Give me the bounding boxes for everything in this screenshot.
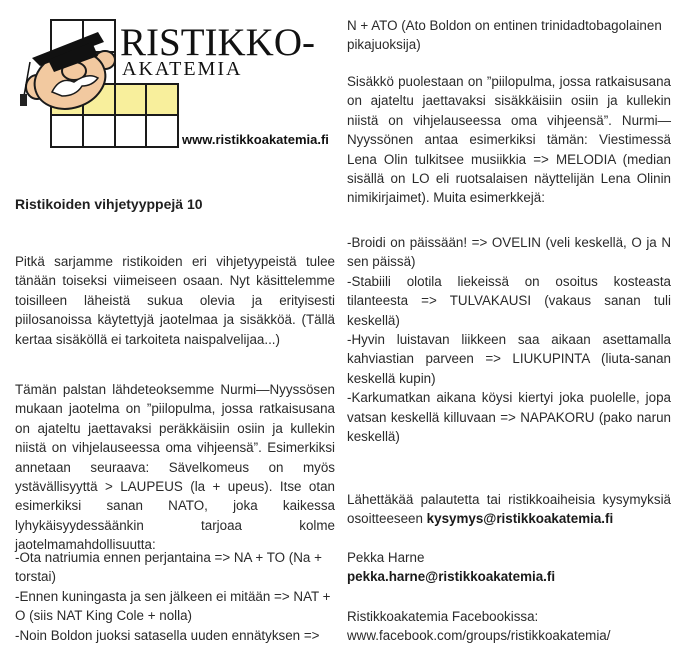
- facebook-block: [347, 607, 671, 646]
- example-item: -Ennen kuningasta ja sen jälkeen ei mitään => NAT + O (siis NAT King Cole + nolla): [15, 588, 331, 624]
- example-item: -Stabiili olotila liekeissä on osoitus kosteasta tilanteesta => TULVAKAUSI (vakaus sanan tuli keskellä): [347, 273, 671, 328]
- author-block: [347, 548, 671, 587]
- feedback-text: Lähettäkää palautetta tai ristikkoaiheisia kysymyksiä osoitteeseen: [347, 492, 671, 527]
- example-item: -Karkumatkan aikana köysi kiertyi joka puolelle, jopa vatsan keskellä killuvaan => NAPAKORU (pako narun keskellä): [347, 390, 671, 445]
- author-name: Pekka Harne: [347, 550, 425, 565]
- author-email-link[interactable]: pekka.harne@ristikkoakatemia.fi: [347, 569, 556, 585]
- jaotelma-paragraph: Tämän palstan lähdeteoksemme Nurmi—Nyyssösen mukaan jaotelma on ”piilopulma, jossa ratkaisusana on ajateltu jaettavaksi peräkkäisiin osiin ja kullekin niistä on vihjelauseessa oma vihjeensä”. Esimerkiksi annetaan seuraava: Sävelkomeus on myös ystävällisyyttä > LAUPEUS (la + upeus). Itse otan esimerkiksi sanan NATO, joka kaikessa lyhykäisyydessäänkin tarjoaa kolme jaotelmamahdollisuutta:: [15, 382, 335, 553]
- facebook-url-link[interactable]: www.facebook.com/groups/ristikkoakatemia/: [347, 628, 611, 644]
- logo-graphic: [0, 0, 340, 160]
- logo-title-line1: RISTIKKO-: [120, 21, 315, 64]
- feedback-email-link[interactable]: kysymys@ristikkoakatemia.fi: [426, 511, 614, 527]
- sisakko-paragraph: Sisäkkö puolestaan on ”piilopulma, jossa ratkaisusana on ajateltu jaettavaksi sisäkkäisiin osiin ja kullekin niistä on vihjelauseessa oma vihjeensä”. Nurmi—Nyyssönen antaa esimerkiksi tämän: Viestimessä Lena Olin tulkitsee musiikkia => MELODIA (median sisällä on LO eli ruotsalaisen näyttelijän Lena Olinin nimikirjaimet). Muita esimerkkejä:: [347, 74, 671, 206]
- logo-title-line2: AKATEMIA: [122, 58, 243, 80]
- feedback-paragraph: [347, 490, 671, 529]
- sisakko-examples: [347, 233, 671, 446]
- example-item: -Hyvin luistavan liikkeen saa aikaan asettamalla kahviastian parveen => LIUKUPINTA (liuta-sanan keskellä kupin): [347, 332, 671, 386]
- jaotelma-examples: [15, 548, 335, 645]
- logo-url: www.ristikkoakatemia.fi: [182, 132, 329, 147]
- example-item: -Broidi on päissään! => OVELIN (veli keskellä, O ja N sen päissä): [347, 235, 671, 270]
- intro-paragraph: Pitkä sarjamme ristikoiden eri vihjetyypeistä tulee tänään toiseksi viimeiseen osaan. Nyt käsittelemme toisilleen läheistä sukua olevia ja erityisesti piilosanoissa käytettyjä jaotelmaa ja sisäkköä. (Tällä kertaa sisäköllä ei tarkoiteta naispalvelijaa...): [15, 254, 335, 347]
- example-item: -Noin Boldon juoksi satasella uuden ennätyksen =>: [15, 627, 320, 643]
- ristikkoakatemia-logo: [0, 0, 340, 160]
- example-continuation: N + ATO (Ato Boldon on entinen trinidadtobagolainen pikajuoksija): [347, 18, 662, 53]
- article-headline: Ristikoiden vihjetyyppejä 10: [15, 196, 203, 212]
- facebook-label: Ristikkoakatemia Facebookissa:: [347, 609, 539, 624]
- example-item: -Ota natriumia ennen perjantaina => NA + TO (Na + torstai): [15, 550, 322, 585]
